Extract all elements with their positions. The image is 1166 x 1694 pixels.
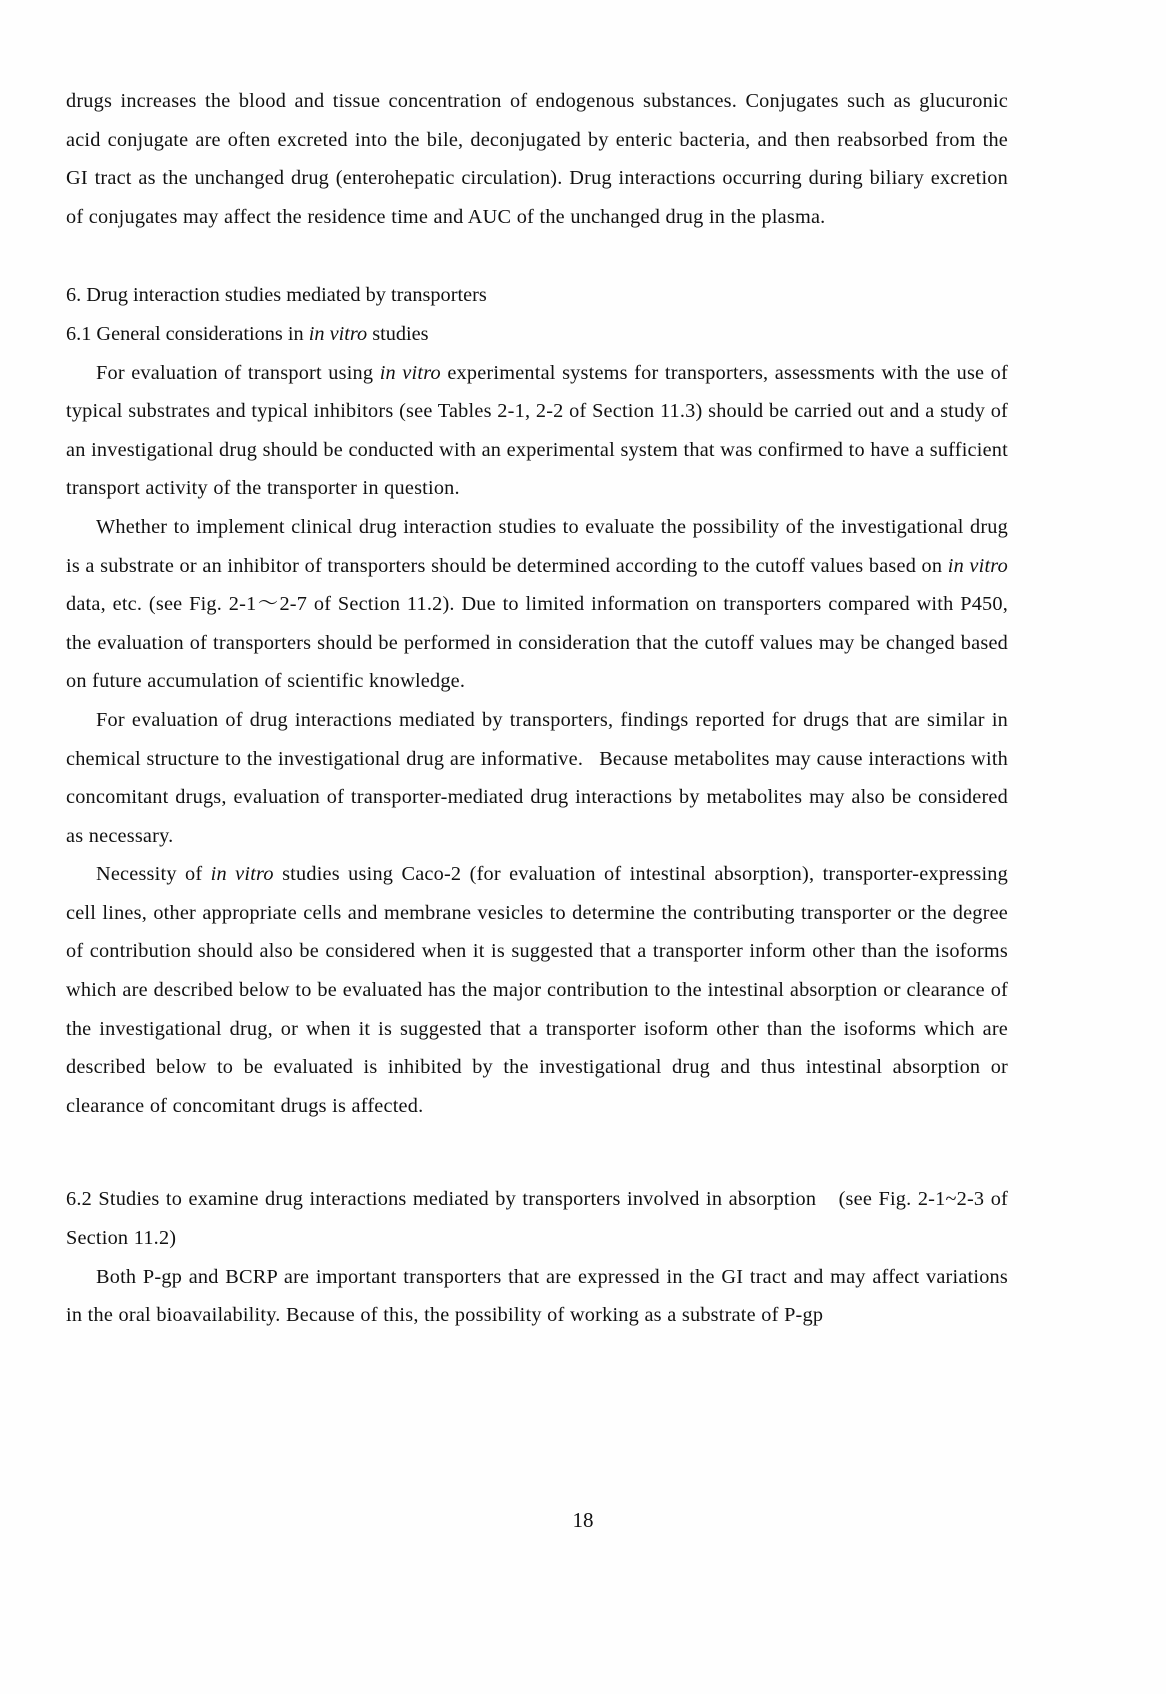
- par3-italic: in vitro: [947, 554, 1008, 577]
- par5-suffix: studies using Caco-2 (for evaluation of intestinal absorption), transporter-expressing cell lines, other appropriate cells and membrane vesicles to determine the contributing transporter or the degree of contribution should also be considered when it is suggested that a transporter inform other than the isoforms which are described below to be evaluated has the major contribution to the intestinal absorption or clearance of the investigational drug, or when it is suggested that a transporter isoform other than the isoforms which are described below to be evaluated is inhibited by the investigational drug and thus intestinal absorption or clearance of concomitant drugs is affected.: [66, 863, 1008, 1117]
- par3-suffix: data, etc. (see Fig. 2-1～2-7 of Section 11.2). Due to limited information on transporters compared with P450, the evaluation of transporters should be performed in consideration that the cutoff values may be changed based on future accumulation of scientific knowledge.: [66, 593, 1008, 693]
- paragraph-necessity-of-in-vitro: [66, 855, 1008, 1125]
- par3-prefix: Whether to implement clinical drug interaction studies to evaluate the possibility of the investigational drug is a substrate or an inhibitor of transporters should be determined according to the cutoff values based on: [66, 515, 1008, 577]
- paragraph-drug-interactions-mediated: For evaluation of drug interactions mediated by transporters, findings reported for drugs that are similar in chemical structure to the investigational drug are informative. Because metabolites may cause interactions with concomitant drugs, evaluation of transporter-mediated drug interactions by metabolites may also be considered as necessary.: [66, 708, 1008, 847]
- paragraph-evaluation-of-transport: [66, 354, 1008, 508]
- page-content: [66, 82, 1008, 1335]
- heading-6-1-prefix: 6.1 General considerations in: [66, 322, 309, 345]
- heading-section-6-1: [66, 315, 1008, 354]
- heading-6-1-suffix: studies: [367, 322, 429, 345]
- par5-prefix: Necessity of: [96, 863, 211, 886]
- page-number: 18: [572, 1508, 594, 1532]
- par2-suffix: experimental systems for transporters, assessments with the use of typical substrates and typical inhibitors (see Tables 2-1, 2-2 of Section 11.3) should be carried out and a study of an investigational drug should be conducted with an experimental system that was confirmed to have a sufficient transport activity of the transporter in question.: [66, 361, 1008, 500]
- heading-6-1-italic: in vitro: [308, 322, 368, 345]
- spacer-before-section-6: [66, 236, 1008, 276]
- par2-italic: in vitro: [379, 361, 441, 384]
- paragraph-whether-to-implement: [66, 508, 1008, 701]
- spacer-before-section-6-2: [66, 1125, 1008, 1180]
- paragraph-both-pgp-and-bcrp: Both P-gp and BCRP are important transporters that are expressed in the GI tract and may affect variations in the oral bioavailability. Because of this, the possibility of working as a substrate of P-gp: [66, 1265, 1008, 1327]
- par5-italic: in vitro: [210, 863, 274, 886]
- heading-section-6-2: 6.2 Studies to examine drug interactions mediated by transporters involved in absorption (see Fig. 2-1~2-3 of Section 11.2): [66, 1188, 1008, 1250]
- par2-prefix: For evaluation of transport using: [96, 361, 380, 384]
- heading-section-6: 6. Drug interaction studies mediated by transporters: [66, 284, 487, 307]
- paragraph-endogenous-substances: drugs increases the blood and tissue concentration of endogenous substances. Conjugates such as glucuronic acid conjugate are often excreted into the bile, deconjugated by enteric bacteria, and then reabsorbed from the GI tract as the unchanged drug (enterohepatic circulation). Drug interactions occurring during biliary excretion of conjugates may affect the residence time and AUC of the unchanged drug in the plasma.: [66, 90, 1008, 228]
